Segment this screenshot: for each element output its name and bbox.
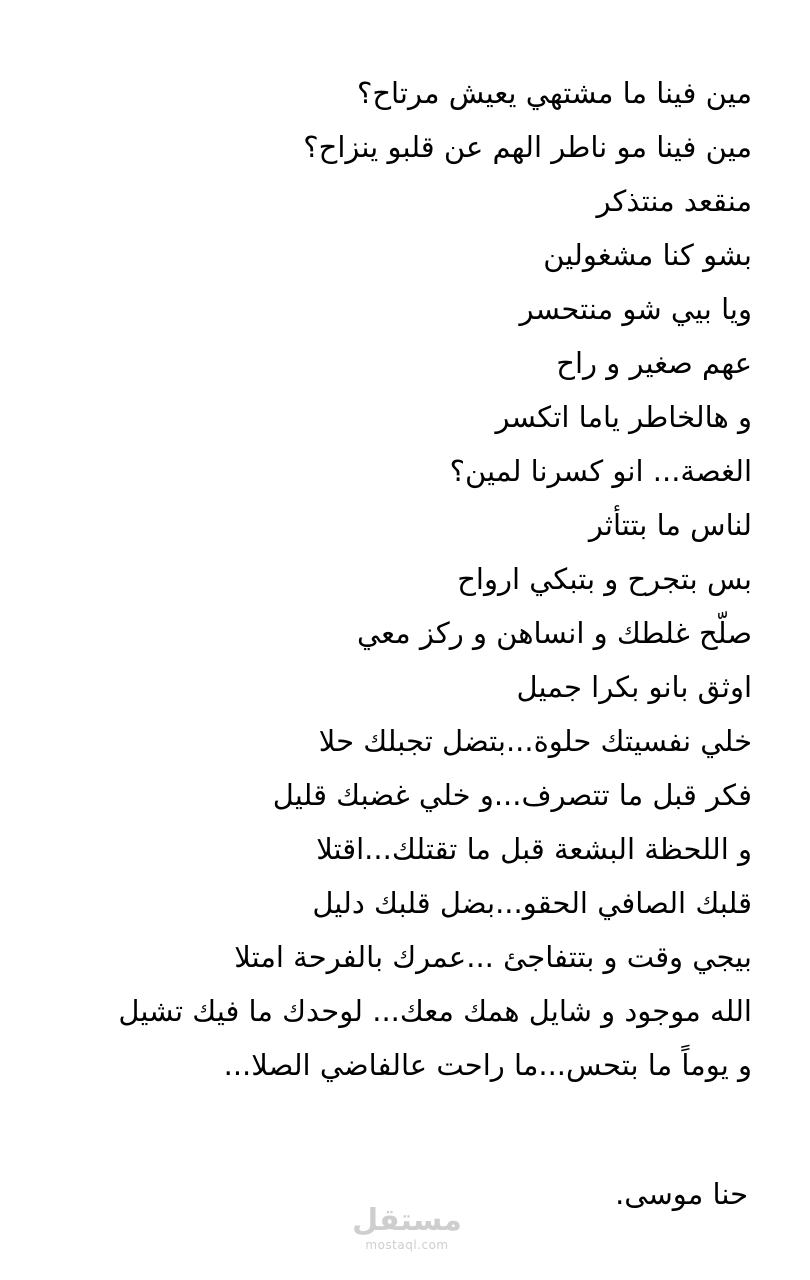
poem-line: و يوماً ما بتحس...ما راحت عالفاضي الصلا...: [223, 1048, 752, 1082]
mostaql-watermark: [352, 1204, 462, 1252]
poem-line: بس بتجرح و بتبكي ارواح: [457, 562, 752, 596]
poem-line: ويا بيي شو منتحسر: [519, 292, 752, 326]
poem-line: الله موجود و شايل همك معك... لوحدك ما فيك تشيل: [118, 994, 752, 1028]
poem-line: خلي نفسيتك حلوة...بتضل تجبلك حلا: [318, 724, 752, 758]
poem-line: فكر قبل ما تتصرف...و خلي غضبك قليل: [272, 778, 752, 812]
watermark-url: mostaql.com: [365, 1238, 449, 1252]
poem-line: قلبك الصافي الحقو...بضل قلبك دليل: [312, 886, 752, 920]
poem-body: [12, 66, 752, 1092]
poem-line: الغصة... انو كسرنا لمين؟: [449, 454, 752, 488]
poem-signature: حنا موسى.: [615, 1177, 748, 1211]
poem-line: منقعد منتذكر: [596, 184, 752, 218]
poem-line: بيجي وقت و بتتفاجئ ...عمرك بالفرحة امتلا: [234, 940, 752, 974]
poem-line: و اللحظة البشعة قبل ما تقتلك...اقتلا: [316, 832, 752, 866]
poem-line: صلّح غلطك و انساهن و ركز معي: [357, 616, 752, 650]
poem-line: مين فينا ما مشتهي يعيش مرتاح؟: [356, 76, 752, 110]
watermark-logo-text: مستقل: [352, 1203, 462, 1238]
poem-line: عهم صغير و راح: [556, 346, 752, 380]
poem-line: مين فينا مو ناطر الهم عن قلبو ينزاح؟: [303, 130, 752, 164]
poem-line: و هالخاطر ياما اتكسر: [495, 400, 752, 434]
poem-line: بشو كنا مشغولين: [543, 238, 752, 272]
poem-line: لناس ما بتتأثر: [588, 508, 752, 542]
poem-line: اوثق بانو بكرا جميل: [516, 670, 752, 704]
